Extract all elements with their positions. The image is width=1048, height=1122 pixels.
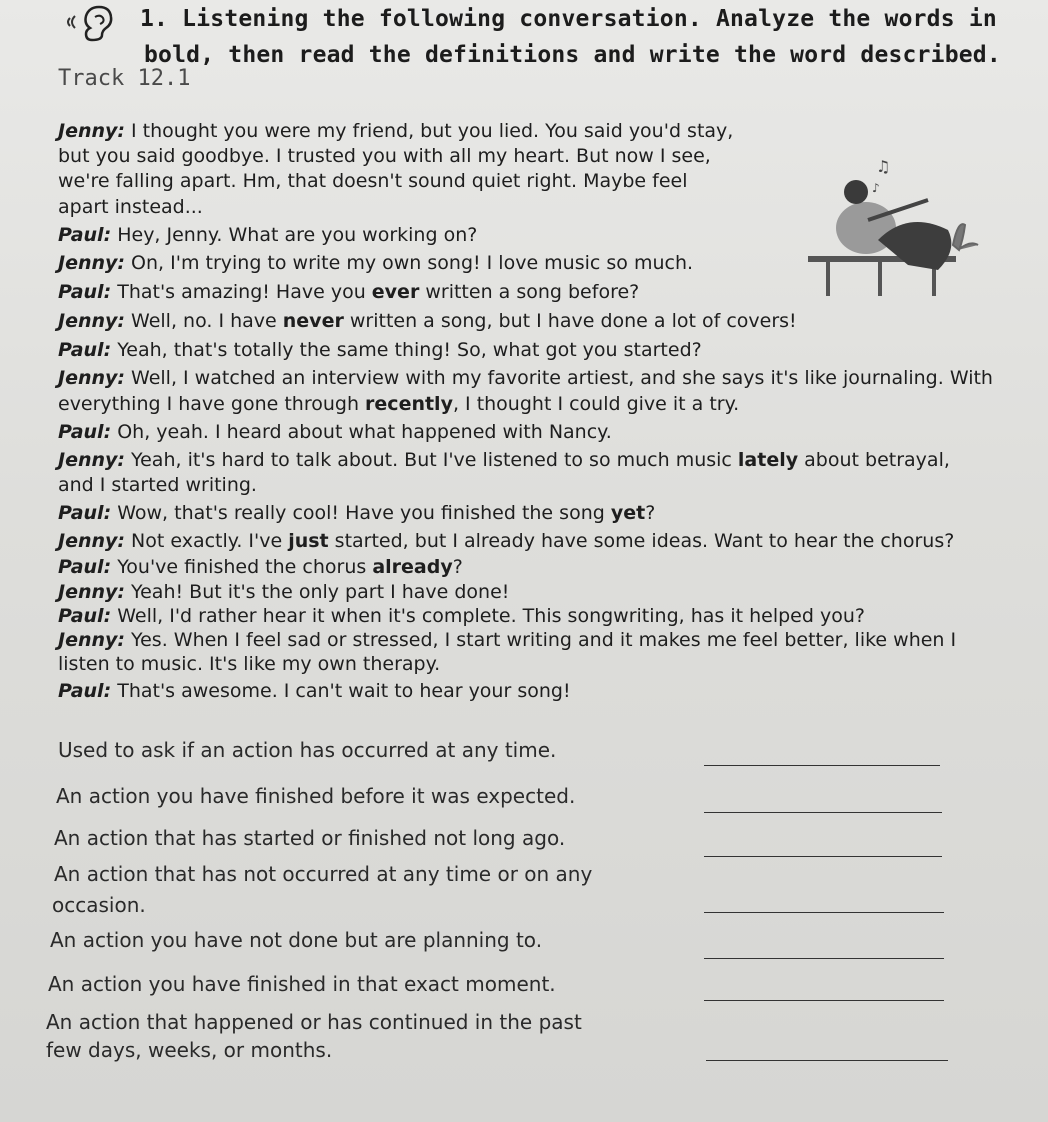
dialogue-line (58, 196, 203, 218)
line-text: listen to music. It's like my own therapy. (58, 653, 441, 675)
bold-word: ever (371, 281, 420, 303)
dialogue-line (58, 556, 463, 578)
line-text: about betrayal, (798, 449, 950, 471)
dialogue-line (58, 421, 612, 443)
bold-word: recently (365, 393, 453, 415)
line-text: Hey, Jenny. What are you working on? (111, 224, 478, 246)
dialogue-line (58, 252, 693, 274)
exercise-number: 1. (140, 6, 169, 32)
line-text: That's amazing! Have you (111, 281, 372, 303)
speaker: Paul: (58, 421, 112, 443)
line-text: You've finished the chorus (111, 556, 373, 578)
line-text: Yeah, that's totally the same thing! So, what got you started? (111, 339, 702, 361)
line-text: and I started writing. (58, 474, 257, 496)
line-text: ? (452, 556, 463, 578)
line-text: , I thought I could give it a try. (452, 393, 740, 415)
dialogue-line (58, 224, 477, 246)
line-text: ? (645, 502, 656, 524)
dialogue-line (58, 393, 739, 415)
speaker: Jenny: (58, 252, 125, 274)
speaker: Jenny: (58, 120, 125, 142)
line-text: Yeah! But it's the only part I have done! (125, 581, 510, 603)
dialogue-line (58, 474, 257, 496)
dialogue-line (58, 145, 711, 167)
speaker: Jenny: (58, 629, 125, 651)
dialogue-line (58, 502, 655, 524)
speaker: Paul: (58, 224, 112, 246)
dialogue-line (58, 680, 571, 702)
answer-blank-6[interactable] (704, 1000, 944, 1001)
track-label: Track 12.1 (58, 66, 191, 91)
dialogue-line (58, 281, 639, 303)
exercise-title-line2: bold, then read the definitions and write the word described. (144, 42, 1001, 68)
girl-playing-guitar-icon (808, 150, 988, 300)
bold-word: just (288, 530, 329, 552)
speaker: Paul: (58, 605, 112, 627)
exercise-title-line1 (140, 6, 997, 32)
line-text: started, but I already have some ideas. Want to hear the chorus? (328, 530, 955, 552)
definition-2: An action you have finished before it was expected. (56, 784, 576, 808)
speaker: Paul: (58, 339, 112, 361)
dialogue-line (58, 310, 797, 332)
definition-4-line2: occasion. (52, 893, 146, 917)
definition-1: Used to ask if an action has occurred at any time. (58, 738, 557, 762)
line-text: Well, I watched an interview with my favorite artiest, and she says it's like journaling. With (125, 367, 993, 389)
line-text: Wow, that's really cool! Have you finished the song (111, 502, 611, 524)
answer-blank-2[interactable] (704, 812, 942, 813)
speaker: Paul: (58, 556, 112, 578)
answer-blank-7[interactable] (706, 1060, 948, 1061)
definition-7-line1: An action that happened or has continued in the past (46, 1010, 582, 1034)
line-text: That's awesome. I can't wait to hear your song! (111, 680, 571, 702)
line-text: Well, I'd rather hear it when it's complete. This songwriting, has it helped you? (111, 605, 865, 627)
dialogue-line (58, 367, 993, 389)
speaker: Jenny: (58, 449, 125, 471)
definition-5: An action you have not done but are planning to. (50, 928, 543, 952)
answer-blank-4[interactable] (704, 912, 944, 913)
bold-word: lately (737, 449, 799, 471)
line-text: Not exactly. I've (125, 530, 289, 552)
answer-blank-5[interactable] (704, 958, 944, 959)
bold-word: already (372, 556, 453, 578)
line-text: written a song, but I have done a lot of covers! (343, 310, 797, 332)
bold-word: yet (610, 502, 646, 524)
definition-4-line1: An action that has not occurred at any time or on any (54, 862, 593, 886)
speaker: Paul: (58, 680, 112, 702)
line-text: everything I have gone through (58, 393, 366, 415)
ear-audio-icon[interactable] (62, 4, 132, 48)
line-text: Yeah, it's hard to talk about. But I've listened to so much music (125, 449, 738, 471)
line-text: Oh, yeah. I heard about what happened with Nancy. (111, 421, 612, 443)
line-text: Yes. When I feel sad or stressed, I start writing and it makes me feel better, like when I (125, 629, 957, 651)
line-text: written a song before? (419, 281, 640, 303)
dialogue-line (58, 170, 688, 192)
speaker: Paul: (58, 281, 112, 303)
line-text: Well, no. I have (125, 310, 283, 332)
answer-blank-3[interactable] (704, 856, 942, 857)
dialogue-line (58, 530, 954, 552)
dialogue-line (58, 653, 440, 675)
dialogue-line (58, 120, 733, 142)
definition-3: An action that has started or finished not long ago. (54, 826, 566, 850)
line-text: I thought you were my friend, but you lied. You said you'd stay, (125, 120, 734, 142)
dialogue-line (58, 449, 950, 471)
speaker: Jenny: (58, 310, 125, 332)
line-text: On, I'm trying to write my own song! I love music so much. (125, 252, 694, 274)
dialogue-line (58, 581, 509, 603)
dialogue-line (58, 629, 956, 651)
answer-blank-1[interactable] (704, 765, 940, 766)
line-text: apart instead... (58, 196, 203, 218)
dialogue-line (58, 605, 865, 627)
speaker: Jenny: (58, 367, 125, 389)
definition-6: An action you have finished in that exact moment. (48, 972, 556, 996)
svg-text:♫: ♫ (876, 157, 891, 176)
line-text: but you said goodbye. I trusted you with all my heart. But now I see, (58, 145, 711, 167)
svg-text:♪: ♪ (872, 181, 880, 195)
exercise-title-text-1: Listening the following conversation. Analyze the words in (182, 6, 997, 32)
bold-word: never (282, 310, 344, 332)
speaker: Jenny: (58, 581, 125, 603)
line-text: we're falling apart. Hm, that doesn't sound quiet right. Maybe feel (58, 170, 688, 192)
dialogue-line (58, 339, 702, 361)
speaker: Jenny: (58, 530, 125, 552)
definition-7-line2: few days, weeks, or months. (46, 1038, 333, 1062)
speaker: Paul: (58, 502, 112, 524)
